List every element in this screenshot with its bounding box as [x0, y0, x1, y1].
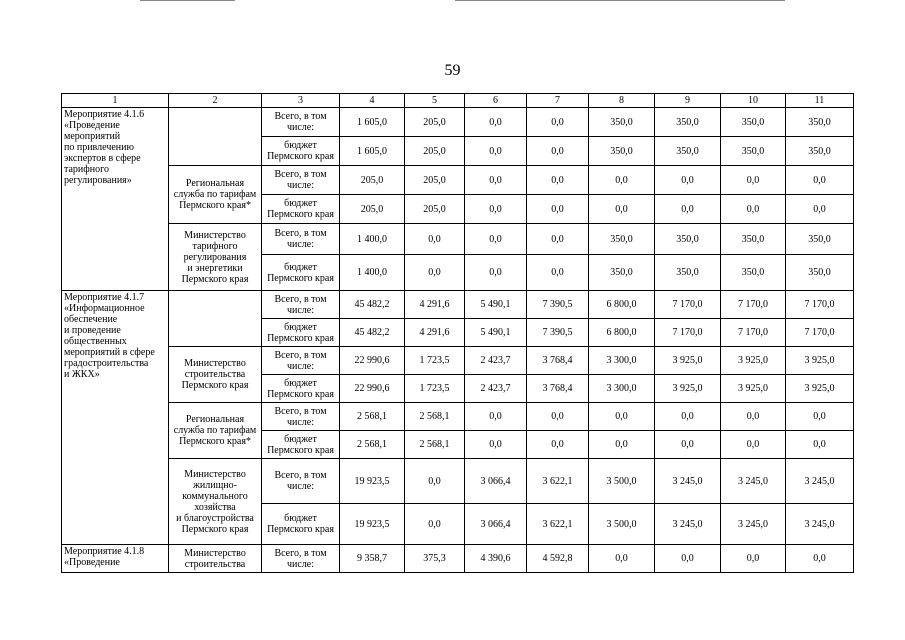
text-line: Всего, в том	[274, 470, 327, 481]
funding-source-cell	[262, 319, 340, 347]
amount-cell: 3 245,0	[721, 504, 786, 545]
table-row	[62, 108, 854, 137]
text-line: Пермского края	[267, 209, 334, 220]
text-line: бюджет	[284, 140, 317, 151]
text-line: Пермского края	[267, 272, 334, 284]
text-line: и проведение	[64, 325, 121, 336]
text-line: Региональная	[185, 178, 245, 189]
text-line: тарифного	[192, 240, 238, 252]
amount-cell: 4 390,6	[465, 545, 527, 573]
amount-cell: 0,0	[465, 224, 527, 255]
amount-cell: 205,0	[340, 166, 405, 195]
amount-cell: 3 300,0	[589, 375, 655, 403]
text-line: регулирования	[183, 251, 247, 263]
amount-cell: 350,0	[786, 255, 854, 291]
amount-cell: 1 605,0	[340, 137, 405, 166]
funding-source-cell	[262, 403, 340, 431]
text-line: Пермского края	[181, 523, 249, 535]
text-line: числе:	[286, 558, 315, 570]
text-line: тарифного	[64, 164, 109, 175]
amount-cell: 0,0	[527, 255, 589, 291]
text-line: Пермского края*	[179, 200, 251, 211]
amount-cell: 0,0	[527, 166, 589, 195]
amount-cell: 0,0	[465, 108, 527, 137]
amount-cell: 4 291,6	[405, 319, 465, 347]
funding-source-cell	[262, 255, 340, 291]
text-line: мероприятий в сфере	[64, 347, 155, 358]
amount-cell: 0,0	[786, 403, 854, 431]
text-line: «Проведение	[64, 120, 120, 131]
column-header: 1	[62, 94, 169, 108]
amount-cell: 0,0	[527, 431, 589, 459]
amount-cell: 0,0	[721, 545, 786, 573]
text-line: Всего, в том	[274, 349, 327, 361]
amount-cell: 0,0	[655, 545, 721, 573]
funding-source-cell	[262, 224, 340, 255]
funding-source-cell	[262, 347, 340, 375]
amount-cell: 205,0	[405, 166, 465, 195]
amount-cell: 3 300,0	[589, 347, 655, 375]
executor-cell	[169, 347, 262, 403]
funding-source-cell	[262, 137, 340, 166]
amount-cell: 350,0	[655, 255, 721, 291]
amount-cell: 350,0	[655, 108, 721, 137]
amount-cell: 1 400,0	[340, 255, 405, 291]
column-header: 8	[589, 94, 655, 108]
amount-cell: 0,0	[527, 224, 589, 255]
amount-cell: 0,0	[465, 195, 527, 224]
amount-cell: 6 800,0	[589, 291, 655, 319]
amount-cell: 350,0	[786, 224, 854, 255]
amount-cell: 4 291,6	[405, 291, 465, 319]
amount-cell: 0,0	[655, 431, 721, 459]
amount-cell: 350,0	[589, 255, 655, 291]
amount-cell: 350,0	[721, 108, 786, 137]
text-line: «Информационное	[64, 303, 145, 314]
amount-cell: 1 400,0	[340, 224, 405, 255]
amount-cell: 3 245,0	[655, 459, 721, 504]
event-name-cell	[62, 545, 169, 573]
funding-source-cell	[262, 375, 340, 403]
column-header: 2	[169, 94, 262, 108]
amount-cell: 375,3	[405, 545, 465, 573]
text-line: коммунального	[182, 490, 248, 502]
amount-cell: 0,0	[405, 504, 465, 545]
amount-cell: 0,0	[721, 166, 786, 195]
amount-cell: 7 170,0	[786, 319, 854, 347]
amount-cell: 9 358,7	[340, 545, 405, 573]
amount-cell: 0,0	[721, 431, 786, 459]
amount-cell: 0,0	[786, 431, 854, 459]
text-line: числе:	[286, 360, 315, 372]
amount-cell: 3 500,0	[589, 504, 655, 545]
amount-cell: 205,0	[405, 195, 465, 224]
column-header: 9	[655, 94, 721, 108]
text-line: числе:	[286, 481, 315, 492]
text-line: Министерство	[184, 547, 246, 559]
amount-cell: 3 500,0	[589, 459, 655, 504]
amount-cell: 6 800,0	[589, 319, 655, 347]
amount-cell: 0,0	[589, 166, 655, 195]
text-line: служба по тарифам	[173, 189, 257, 200]
text-line: строительства	[184, 558, 246, 570]
text-line: Всего, в том	[274, 228, 327, 239]
text-line: бюджет	[284, 433, 317, 445]
amount-cell: 1 723,5	[405, 375, 465, 403]
text-line: «Проведение	[64, 557, 120, 568]
amount-cell: 350,0	[786, 137, 854, 166]
page-number: 59	[444, 62, 461, 79]
table-row	[62, 545, 854, 573]
funding-source-cell	[262, 431, 340, 459]
executor-cell	[169, 224, 262, 291]
text-line: числе:	[286, 122, 315, 133]
amount-cell: 350,0	[721, 137, 786, 166]
amount-cell: 0,0	[655, 195, 721, 224]
text-line: Министерство	[184, 468, 246, 480]
amount-cell: 0,0	[721, 195, 786, 224]
funding-source-cell	[262, 195, 340, 224]
text-line: градостроительства	[64, 358, 149, 369]
amount-cell: 2 423,7	[465, 375, 527, 403]
text-line: Пермского края	[181, 380, 249, 391]
amount-cell: 0,0	[655, 166, 721, 195]
amount-cell: 3 925,0	[721, 347, 786, 375]
amount-cell: 0,0	[527, 195, 589, 224]
budget-table	[61, 93, 854, 573]
column-header: 11	[786, 94, 854, 108]
text-line: Мероприятие 4.1.6	[64, 109, 145, 120]
executor-cell	[169, 166, 262, 224]
text-line: числе:	[286, 239, 315, 250]
amount-cell: 4 592,8	[527, 545, 589, 573]
text-line: обеспечение	[64, 314, 118, 325]
amount-cell: 22 990,6	[340, 375, 405, 403]
text-line: Всего, в том	[274, 169, 327, 180]
amount-cell: 0,0	[721, 403, 786, 431]
event-name-cell	[62, 108, 169, 291]
text-line: Пермского края	[267, 444, 334, 456]
amount-cell: 0,0	[405, 255, 465, 291]
amount-cell: 205,0	[340, 195, 405, 224]
amount-cell: 3 245,0	[786, 504, 854, 545]
amount-cell: 22 990,6	[340, 347, 405, 375]
amount-cell: 3 925,0	[655, 375, 721, 403]
amount-cell: 0,0	[465, 431, 527, 459]
column-header: 5	[405, 94, 465, 108]
executor-cell	[169, 403, 262, 459]
text-line: и энергетики	[187, 262, 243, 274]
top-rule-right	[455, 0, 785, 1]
amount-cell: 0,0	[655, 403, 721, 431]
text-line: Пермского края	[267, 151, 334, 162]
table-row	[62, 459, 854, 504]
amount-cell: 0,0	[465, 137, 527, 166]
amount-cell: 350,0	[786, 108, 854, 137]
text-line: Региональная	[185, 414, 245, 425]
amount-cell: 350,0	[589, 137, 655, 166]
text-line: бюджет	[284, 261, 317, 273]
text-line: хозяйства	[194, 501, 236, 513]
text-line: Пермского края	[267, 388, 334, 400]
amount-cell: 0,0	[589, 431, 655, 459]
text-line: Пермского края	[181, 273, 249, 285]
amount-cell: 350,0	[655, 137, 721, 166]
amount-cell: 350,0	[721, 224, 786, 255]
text-line: и ЖКХ»	[64, 369, 100, 380]
executor-cell	[169, 108, 262, 166]
amount-cell: 3 925,0	[721, 375, 786, 403]
amount-cell: 0,0	[589, 545, 655, 573]
amount-cell: 7 390,5	[527, 291, 589, 319]
column-header: 6	[465, 94, 527, 108]
amount-cell: 5 490,1	[465, 291, 527, 319]
text-line: Всего, в том	[274, 293, 327, 305]
text-line: числе:	[286, 180, 315, 191]
amount-cell: 3 925,0	[786, 375, 854, 403]
top-rule-left	[140, 0, 235, 1]
amount-cell: 0,0	[527, 137, 589, 166]
funding-source-cell	[262, 166, 340, 195]
amount-cell: 3 622,1	[527, 459, 589, 504]
amount-cell: 2 423,7	[465, 347, 527, 375]
amount-cell: 5 490,1	[465, 319, 527, 347]
amount-cell: 3 066,4	[465, 504, 527, 545]
amount-cell: 0,0	[589, 403, 655, 431]
text-line: числе:	[286, 304, 315, 316]
amount-cell: 1 605,0	[340, 108, 405, 137]
amount-cell: 7 170,0	[721, 291, 786, 319]
text-line: бюджет	[284, 513, 317, 524]
amount-cell: 19 923,5	[340, 504, 405, 545]
amount-cell: 205,0	[405, 108, 465, 137]
event-name-cell	[62, 291, 169, 545]
amount-cell: 7 390,5	[527, 319, 589, 347]
amount-cell: 3 245,0	[655, 504, 721, 545]
amount-cell: 350,0	[589, 108, 655, 137]
amount-cell: 350,0	[655, 224, 721, 255]
text-line: общественных	[64, 336, 127, 347]
text-line: Министерство	[184, 358, 246, 369]
text-line: Всего, в том	[274, 111, 327, 122]
text-line: и благоустройства	[176, 512, 254, 524]
amount-cell: 0,0	[405, 224, 465, 255]
amount-cell: 0,0	[786, 166, 854, 195]
text-line: Пермского края	[267, 332, 334, 344]
text-line: числе:	[286, 416, 315, 428]
amount-cell: 3 245,0	[721, 459, 786, 504]
funding-source-cell	[262, 108, 340, 137]
text-line: Мероприятие 4.1.8	[64, 546, 145, 557]
amount-cell: 350,0	[589, 224, 655, 255]
amount-cell: 0,0	[465, 166, 527, 195]
amount-cell: 2 568,1	[340, 403, 405, 431]
amount-cell: 2 568,1	[405, 431, 465, 459]
amount-cell: 45 482,2	[340, 319, 405, 347]
text-line: строительства	[184, 369, 246, 380]
text-line: Всего, в том	[274, 405, 327, 417]
text-line: бюджет	[284, 198, 317, 209]
table-row	[62, 224, 854, 255]
text-line: мероприятий	[64, 131, 121, 142]
text-line: Министерство	[184, 229, 246, 241]
table-row	[62, 347, 854, 375]
amount-cell: 7 170,0	[655, 319, 721, 347]
header-row	[62, 94, 854, 108]
text-line: Пермского края*	[179, 436, 251, 447]
executor-cell	[169, 459, 262, 545]
amount-cell: 2 568,1	[340, 431, 405, 459]
text-line: бюджет	[284, 321, 317, 333]
amount-cell: 7 170,0	[655, 291, 721, 319]
text-line: жилищно-	[193, 479, 237, 491]
text-line: служба по тарифам	[173, 425, 257, 436]
amount-cell: 1 723,5	[405, 347, 465, 375]
funding-source-cell	[262, 459, 340, 504]
amount-cell: 0,0	[786, 195, 854, 224]
executor-cell	[169, 545, 262, 573]
amount-cell: 0,0	[589, 195, 655, 224]
table-row	[62, 291, 854, 319]
amount-cell: 0,0	[786, 545, 854, 573]
amount-cell: 3 066,4	[465, 459, 527, 504]
column-header: 7	[527, 94, 589, 108]
amount-cell: 350,0	[721, 255, 786, 291]
text-line: регулирования»	[64, 175, 132, 186]
text-line: Пермского края	[267, 524, 334, 535]
amount-cell: 19 923,5	[340, 459, 405, 504]
amount-cell: 0,0	[527, 403, 589, 431]
amount-cell: 2 568,1	[405, 403, 465, 431]
text-line: по привлечению	[64, 142, 134, 153]
table-row	[62, 166, 854, 195]
amount-cell: 3 768,4	[527, 375, 589, 403]
column-header: 3	[262, 94, 340, 108]
amount-cell: 3 622,1	[527, 504, 589, 545]
amount-cell: 0,0	[465, 255, 527, 291]
executor-cell	[169, 291, 262, 347]
text-line: экспертов в сфере	[64, 153, 141, 164]
table-row	[62, 403, 854, 431]
text-line: Всего, в том	[274, 547, 327, 559]
amount-cell: 3 925,0	[786, 347, 854, 375]
text-line: бюджет	[284, 377, 317, 389]
funding-source-cell	[262, 504, 340, 545]
text-line: Мероприятие 4.1.7	[64, 292, 145, 303]
amount-cell: 3 925,0	[655, 347, 721, 375]
amount-cell: 7 170,0	[786, 291, 854, 319]
amount-cell: 0,0	[465, 403, 527, 431]
amount-cell: 0,0	[405, 459, 465, 504]
amount-cell: 45 482,2	[340, 291, 405, 319]
funding-source-cell	[262, 545, 340, 573]
amount-cell: 7 170,0	[721, 319, 786, 347]
amount-cell: 0,0	[527, 108, 589, 137]
funding-source-cell	[262, 291, 340, 319]
amount-cell: 3 245,0	[786, 459, 854, 504]
amount-cell: 205,0	[405, 137, 465, 166]
column-header: 4	[340, 94, 405, 108]
column-header: 10	[721, 94, 786, 108]
amount-cell: 3 768,4	[527, 347, 589, 375]
